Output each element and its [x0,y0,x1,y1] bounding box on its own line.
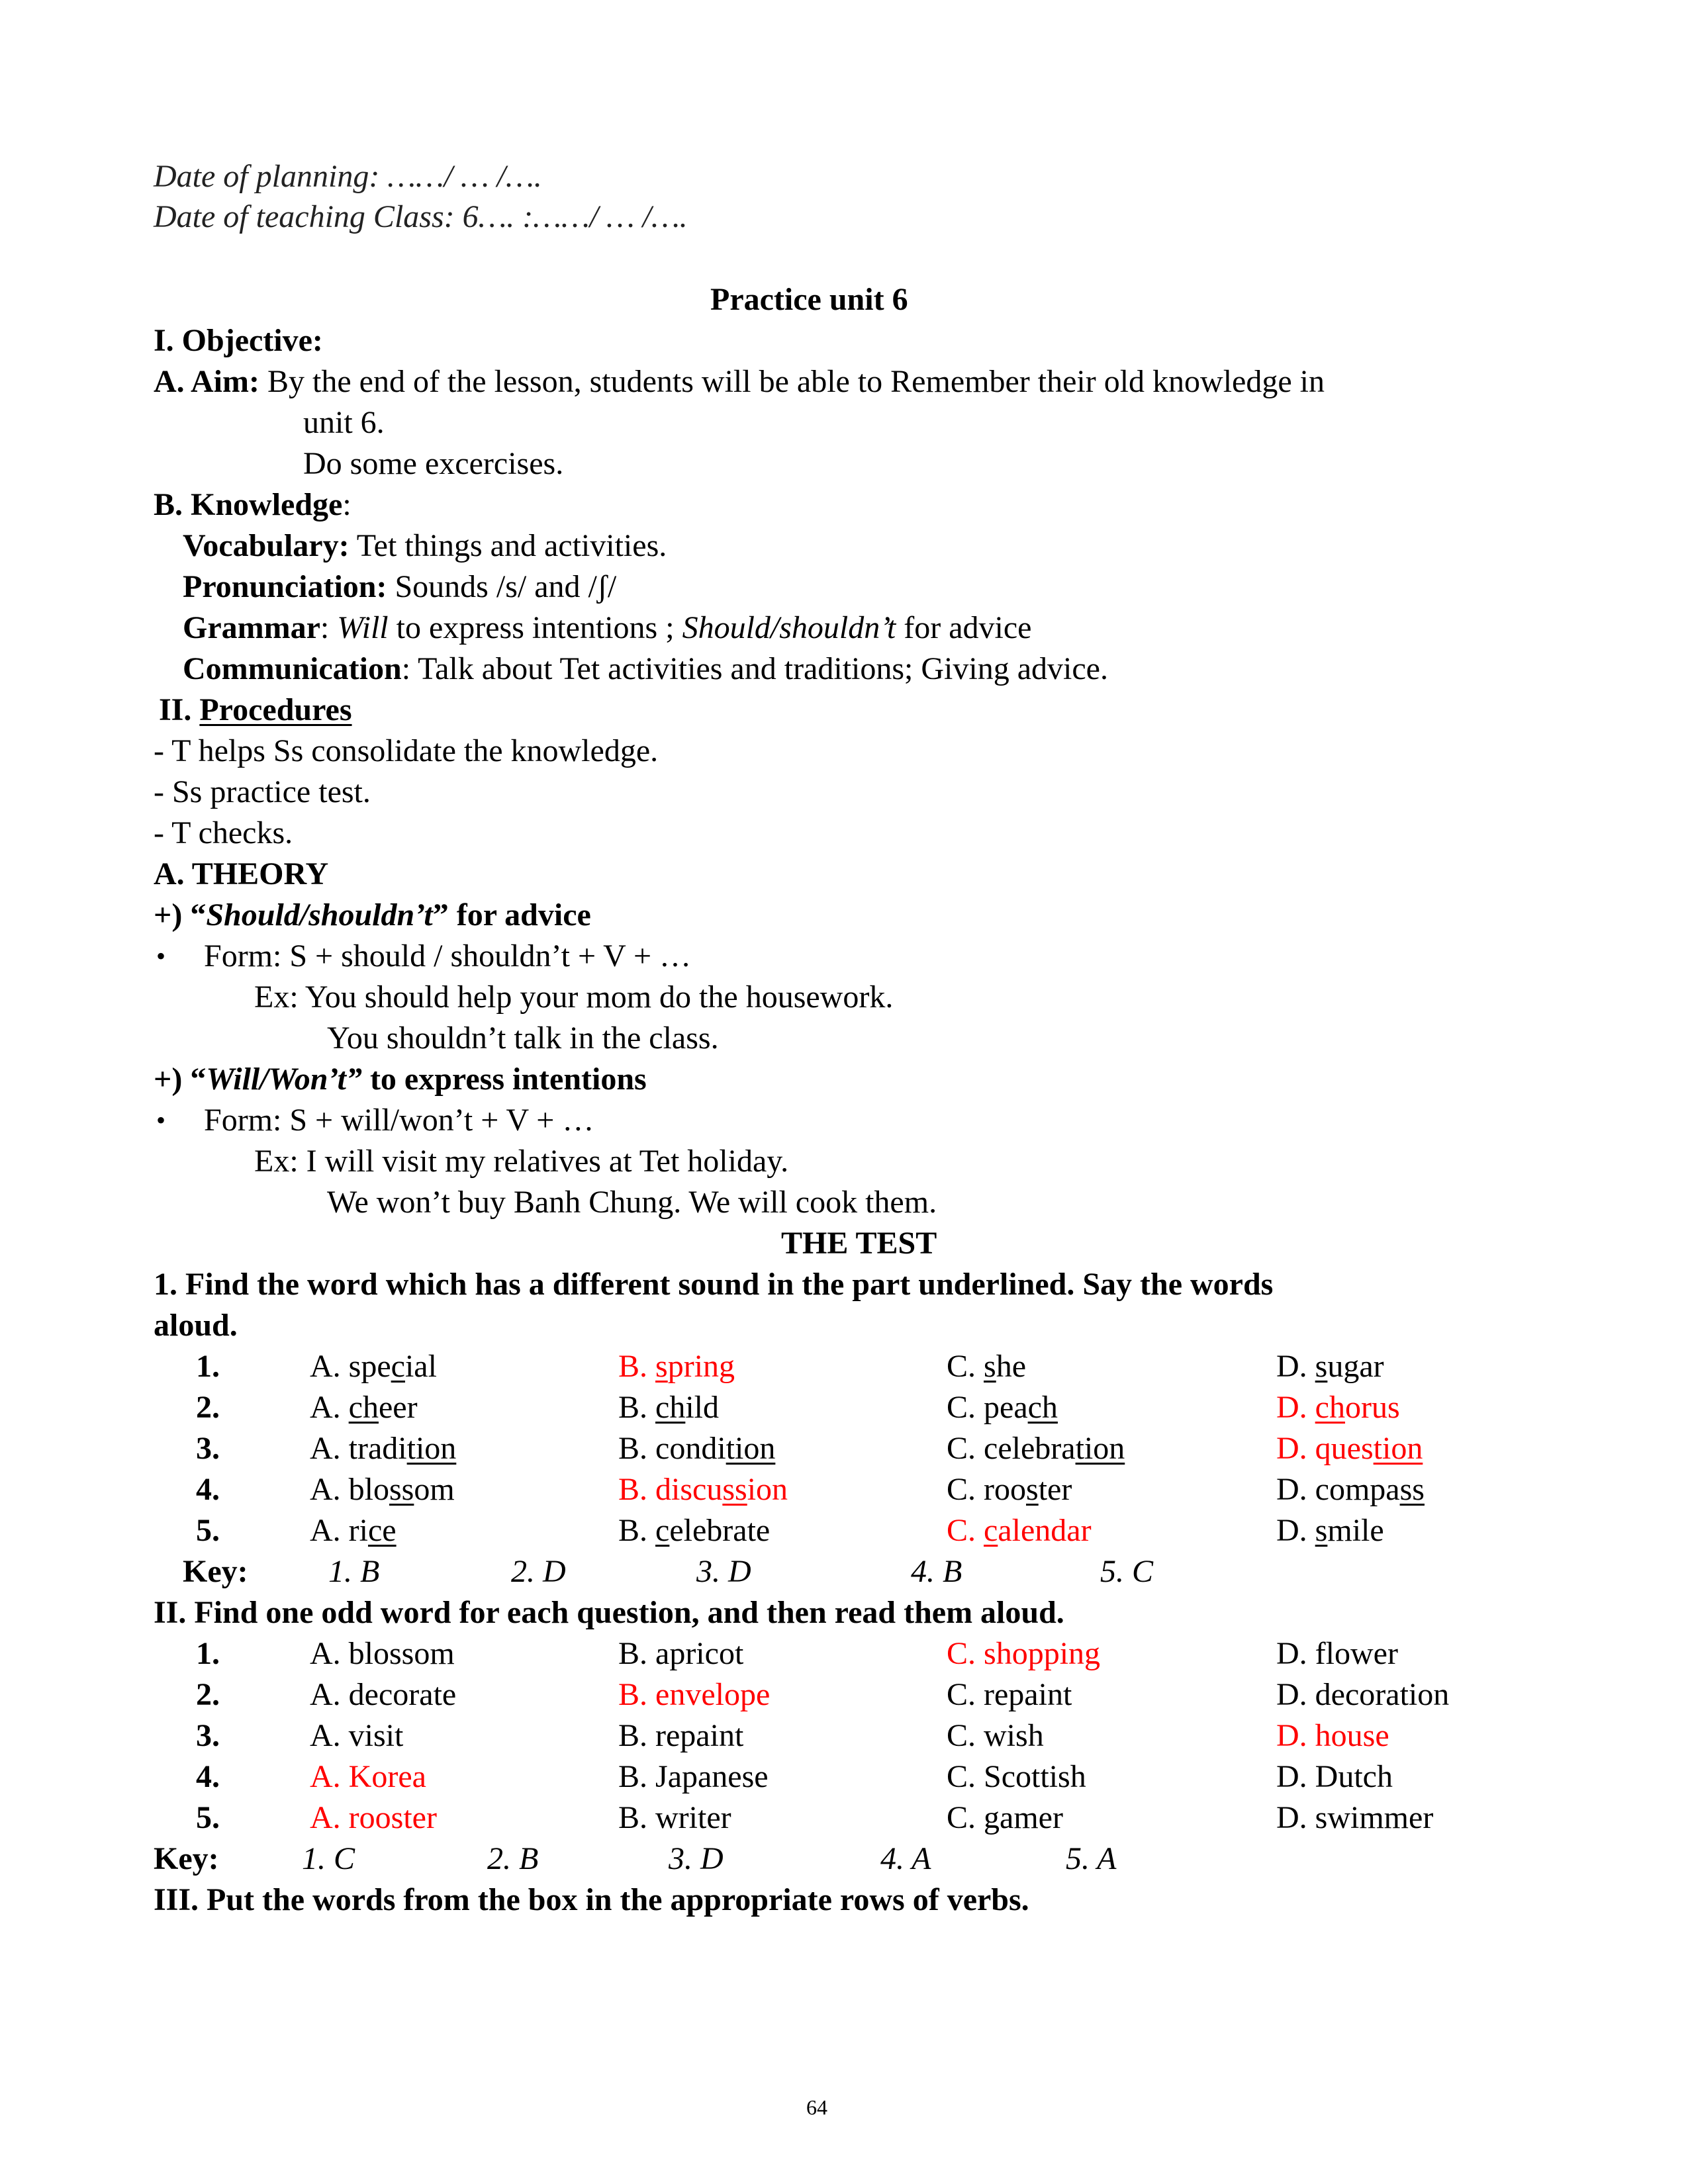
will-term: Will/Won’t” [206,1062,362,1097]
option-b: B. Japanese [618,1759,769,1794]
opt-text: A. [310,1390,349,1425]
option-a: A. visit [310,1718,404,1753]
teaching-label: Date of teaching Class: 6…. [154,199,515,234]
option-b [618,1428,775,1469]
opt-text: ion [747,1472,788,1507]
procedures-title: Procedures [199,692,352,727]
grammar-line [183,608,1031,649]
will-form: Form: S + will/won’t + V + … [204,1103,594,1138]
theory-heading: A. THEORY [154,856,329,891]
question-number: 4. [196,1759,220,1794]
grammar-colon: : [320,610,338,645]
opt-text: om [414,1472,455,1507]
knowledge-label: B. Knowledge [154,487,343,522]
aim-line [154,361,1325,402]
opt-text: D. ques [1276,1431,1374,1466]
will-heading [154,1059,647,1100]
procedures-heading [159,690,352,731]
option-d [1276,1469,1425,1510]
option-b-answer [618,1469,788,1510]
key-answer: 2. B [487,1841,539,1876]
grammar-should: Should/shouldn’t [682,610,896,645]
teaching-date [154,197,688,238]
question-number: 5. [196,1800,220,1835]
opt-underlined: ce [367,1513,397,1548]
option-a-answer: A. Korea [310,1759,426,1794]
opt-underlined: ss [722,1472,747,1507]
opt-underlined: s [984,1349,996,1384]
should-term: Should/shouldn’t [206,897,433,933]
option-a: A. blossom [310,1636,455,1671]
key-answer: 1. B [328,1554,380,1589]
option-c: C. Scottish [947,1759,1086,1794]
grammar-label: Grammar [183,610,320,645]
key-answer: 2. D [511,1554,566,1589]
aim-label: A. Aim: [154,364,259,399]
knowledge-heading [154,484,352,525]
opt-text: ial [404,1349,437,1384]
opt-text: C. pea [947,1390,1028,1425]
opt-underlined: ch [348,1390,379,1425]
page-number: 64 [806,2095,827,2119]
grammar-end: for advice [896,610,1032,645]
question-number: 4. [196,1472,220,1507]
key-label: Key: [183,1554,248,1589]
option-a [310,1428,456,1469]
option-a [310,1469,455,1510]
key-answer: 4. B [911,1554,962,1589]
opt-text: D. [1276,1513,1315,1548]
opt-underlined: c [984,1513,998,1548]
teaching-value: :……/ … /…. [514,199,688,234]
opt-text: ild [685,1390,719,1425]
option-c [947,1428,1125,1469]
aim-text: By the end of the lesson, students will be able to Remember their old knowledge in [259,364,1325,399]
aim-cont: unit 6. [303,405,385,440]
option-a [310,1387,418,1428]
opt-text: pring [667,1349,735,1384]
opt-text: D. compa [1276,1472,1400,1507]
opt-text: D. [1276,1390,1315,1425]
opt-text: A. spe [310,1349,391,1384]
should-form: Form: S + should / shouldn’t + V + … [204,938,692,974]
objective-heading: I. Objective: [154,323,323,358]
opt-underlined: tion [1075,1431,1125,1466]
key-answer: 3. D [696,1554,751,1589]
page-title: Practice unit 6 [710,282,908,317]
opt-underlined: ss [1399,1472,1425,1507]
opt-text: alendar [998,1513,1092,1548]
comm-text: : Talk about Tet activities and traditions; Giving advice. [401,651,1108,686]
planning-value: ……/ … /…. [379,159,542,194]
option-d-answer: D. house [1276,1718,1389,1753]
key-answer: 1. C [302,1841,355,1876]
opt-text: C. [947,1349,984,1384]
option-d-answer [1276,1428,1423,1469]
vocab-label: Vocabulary: [183,528,350,563]
will-suffix: to express intentions [361,1062,647,1097]
opt-underlined: s [1315,1349,1328,1384]
opt-underlined: ch [1315,1390,1345,1425]
opt-text: A. ri [310,1513,368,1548]
option-d: D. Dutch [1276,1759,1393,1794]
aim-line2: Do some excercises. [303,446,564,481]
opt-text: B. [618,1390,656,1425]
exercise-1-title-cont: aloud. [154,1308,238,1343]
option-c: C. gamer [947,1800,1063,1835]
option-d-answer [1276,1387,1400,1428]
opt-underlined: s [1026,1472,1039,1507]
opt-text: B. [618,1513,656,1548]
opt-underlined: ch [1027,1390,1058,1425]
key-answer: 4. A [880,1841,931,1876]
question-number: 3. [196,1431,220,1466]
comm-label: Communication [183,651,402,686]
opt-text: A. tradi [310,1431,407,1466]
question-number: 2. [196,1677,220,1712]
option-c: C. wish [947,1718,1044,1753]
option-d: D. swimmer [1276,1800,1434,1835]
exercise-3-title: III. Put the words from the box in the appropriate rows of verbs. [154,1882,1029,1917]
opt-underlined: c [391,1349,405,1384]
should-example-2: You shouldn’t talk in the class. [327,1021,719,1056]
option-b: B. apricot [618,1636,744,1671]
option-a [310,1510,397,1551]
opt-text: A. blo [310,1472,389,1507]
opt-text: C. celebra [947,1431,1076,1466]
procedures-num: II. [159,692,200,727]
option-a-answer: A. rooster [310,1800,437,1835]
opt-underlined: c [655,1513,670,1548]
knowledge-colon: : [342,487,352,522]
question-number: 3. [196,1718,220,1753]
will-prefix: +) “ [154,1062,207,1097]
pron-text: Sounds /s/ and /ʃ/ [387,569,617,604]
opt-underlined: s [1315,1513,1328,1548]
question-number: 5. [196,1513,220,1548]
exercise-2-title: II. Find one odd word for each question, and then read them aloud. [154,1595,1064,1630]
option-c-answer [947,1510,1092,1551]
should-prefix: +) “ [154,897,207,933]
option-c [947,1469,1072,1510]
opt-underlined: ss [389,1472,414,1507]
bullet-icon: • [156,1105,166,1135]
option-a [310,1346,437,1387]
option-d: D. flower [1276,1636,1398,1671]
should-heading [154,895,591,936]
opt-text: elebrate [669,1513,771,1548]
key-answer: 5. A [1066,1841,1117,1876]
question-number: 1. [196,1636,220,1671]
option-b-answer [618,1346,735,1387]
question-number: 2. [196,1390,220,1425]
option-b [618,1387,719,1428]
opt-text: B. condi [618,1431,726,1466]
opt-text: B. [618,1349,656,1384]
option-b [618,1510,770,1551]
grammar-will: Will [337,610,389,645]
exercise-1-title: 1. Find the word which has a different sound in the part underlined. Say the words [154,1267,1274,1302]
opt-underlined: tion [726,1431,776,1466]
key-answer: 5. C [1100,1554,1154,1589]
vocab-text: Tet things and activities. [349,528,667,563]
opt-underlined: ch [655,1390,686,1425]
procedure-item: - Ss practice test. [154,774,371,809]
should-suffix: ” for advice [432,897,591,933]
opt-text: C. roo [947,1472,1026,1507]
option-b: B. repaint [618,1718,744,1753]
option-a: A. decorate [310,1677,457,1712]
option-c-answer: C. shopping [947,1636,1101,1671]
option-d: D. decoration [1276,1677,1450,1712]
option-c [947,1387,1058,1428]
option-c [947,1346,1026,1387]
option-d [1276,1346,1384,1387]
key-answer: 3. D [669,1841,724,1876]
opt-text: ugar [1327,1349,1384,1384]
option-b-answer: B. envelope [618,1677,771,1712]
procedure-item: - T checks. [154,815,293,850]
key-label: Key: [154,1841,219,1876]
opt-underlined: s [655,1349,668,1384]
opt-text: mile [1327,1513,1384,1548]
planning-label: Date of planning: [154,159,380,194]
opt-text: C. [947,1513,984,1548]
opt-text: he [996,1349,1027,1384]
should-example-1: Ex: You should help your mom do the housework. [254,979,894,1015]
procedure-item: - T helps Ss consolidate the knowledge. [154,733,659,768]
option-d [1276,1510,1384,1551]
opt-text: ter [1038,1472,1072,1507]
pron-label: Pronunciation: [183,569,387,604]
opt-underlined: tion [406,1431,457,1466]
bullet-icon: • [156,941,166,971]
communication-line [183,649,1108,690]
grammar-mid: to express intentions ; [388,610,682,645]
vocabulary-line [183,525,667,567]
opt-text: D. [1276,1349,1315,1384]
opt-text: B. discu [618,1472,723,1507]
question-number: 1. [196,1349,220,1384]
will-example-1: Ex: I will visit my relatives at Tet holiday. [254,1144,789,1179]
opt-underlined: tion [1373,1431,1423,1466]
pronunciation-line [183,567,616,608]
test-heading: THE TEST [781,1226,937,1261]
option-c: C. repaint [947,1677,1072,1712]
option-b: B. writer [618,1800,731,1835]
will-example-2: We won’t buy Banh Chung. We will cook them. [327,1185,937,1220]
opt-text: orus [1344,1390,1400,1425]
planning-date [154,156,542,197]
opt-text: eer [378,1390,418,1425]
